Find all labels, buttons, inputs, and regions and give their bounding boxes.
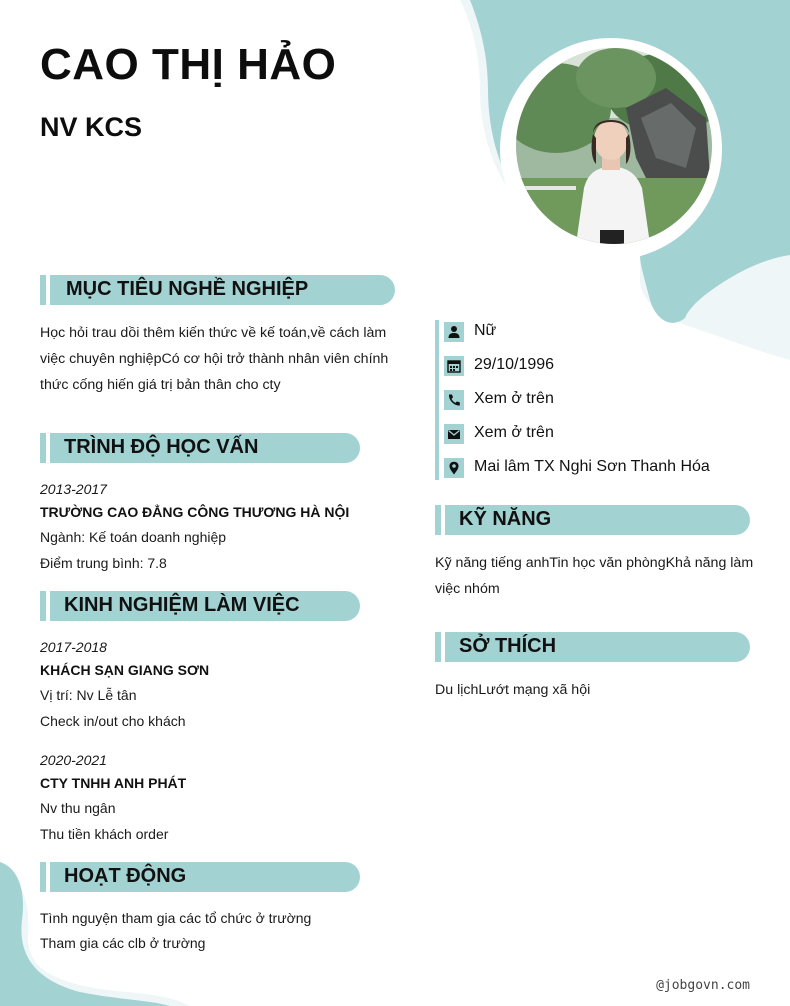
activity-item: Tham gia các clb ở trường: [40, 935, 206, 951]
education-major: Ngành: Kế toán doanh nghiệp: [40, 529, 227, 545]
person-icon: [444, 322, 464, 342]
phone-icon: [444, 390, 464, 410]
heading-accent-bar: [40, 275, 46, 305]
candidate-name: CAO THỊ HẢO: [40, 40, 337, 89]
job-period: 2017-2018: [40, 639, 107, 655]
heading-accent-bar: [435, 505, 441, 535]
calendar-icon: [444, 356, 464, 376]
mail-icon: [444, 424, 464, 444]
job-description: Thu tiền khách order: [40, 826, 169, 842]
location-pin-icon: [444, 458, 464, 478]
job-position: Nv thu ngân: [40, 800, 116, 816]
education-heading-label: TRÌNH ĐỘ HỌC VẤN: [64, 436, 259, 458]
skills-text: Kỹ năng tiếng anhTin học văn phòngKhả năng làm việc nhóm: [435, 555, 754, 597]
job-title: NV KCS: [40, 112, 143, 142]
hobbies-heading: [435, 632, 750, 662]
skills-heading-label: KỸ NĂNG: [459, 508, 552, 530]
contact-accent-rule: [435, 320, 439, 480]
activities-heading-label: HOẠT ĐỘNG: [64, 865, 187, 887]
job-company: KHÁCH SẠN GIANG SƠN: [40, 662, 210, 678]
school-name: TRƯỜNG CAO ĐẲNG CÔNG THƯƠNG HÀ NỘI: [40, 504, 350, 520]
heading-accent-bar: [435, 632, 441, 662]
objective-text: Học hỏi trau dồi thêm kiến thức về kế toán,về cách làm việc chuyên nghiệpCó cơ hội trở thành nhân viên chính thức cống hiến giá trị bản thân cho cty: [40, 325, 389, 393]
profile-photo: [516, 48, 712, 244]
contact-text: Mai lâm TX Nghi Sơn Thanh Hóa: [474, 458, 710, 475]
activities-heading: [40, 862, 360, 892]
contact-text: 29/10/1996: [474, 356, 555, 373]
activity-item: Tình nguyện tham gia các tổ chức ở trường: [40, 910, 312, 926]
experience-heading: [40, 591, 360, 621]
job-period: 2020-2021: [40, 752, 107, 768]
job-company: CTY TNHH ANH PHÁT: [40, 775, 187, 791]
education-period: 2013-2017: [40, 481, 107, 497]
objective-heading-label: MỤC TIÊU NGHỀ NGHIỆP: [66, 278, 309, 300]
heading-accent-bar: [40, 433, 46, 463]
job-position: Vị trí: Nv Lễ tân: [40, 687, 137, 703]
contact-text: Xem ở trên: [474, 424, 554, 441]
objective-heading: [40, 275, 395, 305]
hobbies-heading-label: SỞ THÍCH: [459, 635, 557, 657]
contact-text: Xem ở trên: [474, 390, 554, 407]
skills-heading: [435, 505, 750, 535]
education-heading: [40, 433, 360, 463]
heading-accent-bar: [40, 591, 46, 621]
heading-accent-bar: [40, 862, 46, 892]
avatar: [516, 48, 712, 244]
job-description: Check in/out cho khách: [40, 713, 186, 729]
education-gpa: Điểm trung bình: 7.8: [40, 555, 167, 571]
experience-heading-label: KINH NGHIỆM LÀM VIỆC: [64, 594, 300, 616]
contact-text: Nữ: [474, 322, 497, 339]
hobbies-text: Du lịchLướt mạng xã hội: [435, 682, 591, 698]
watermark: @jobgovn.com: [656, 978, 750, 993]
